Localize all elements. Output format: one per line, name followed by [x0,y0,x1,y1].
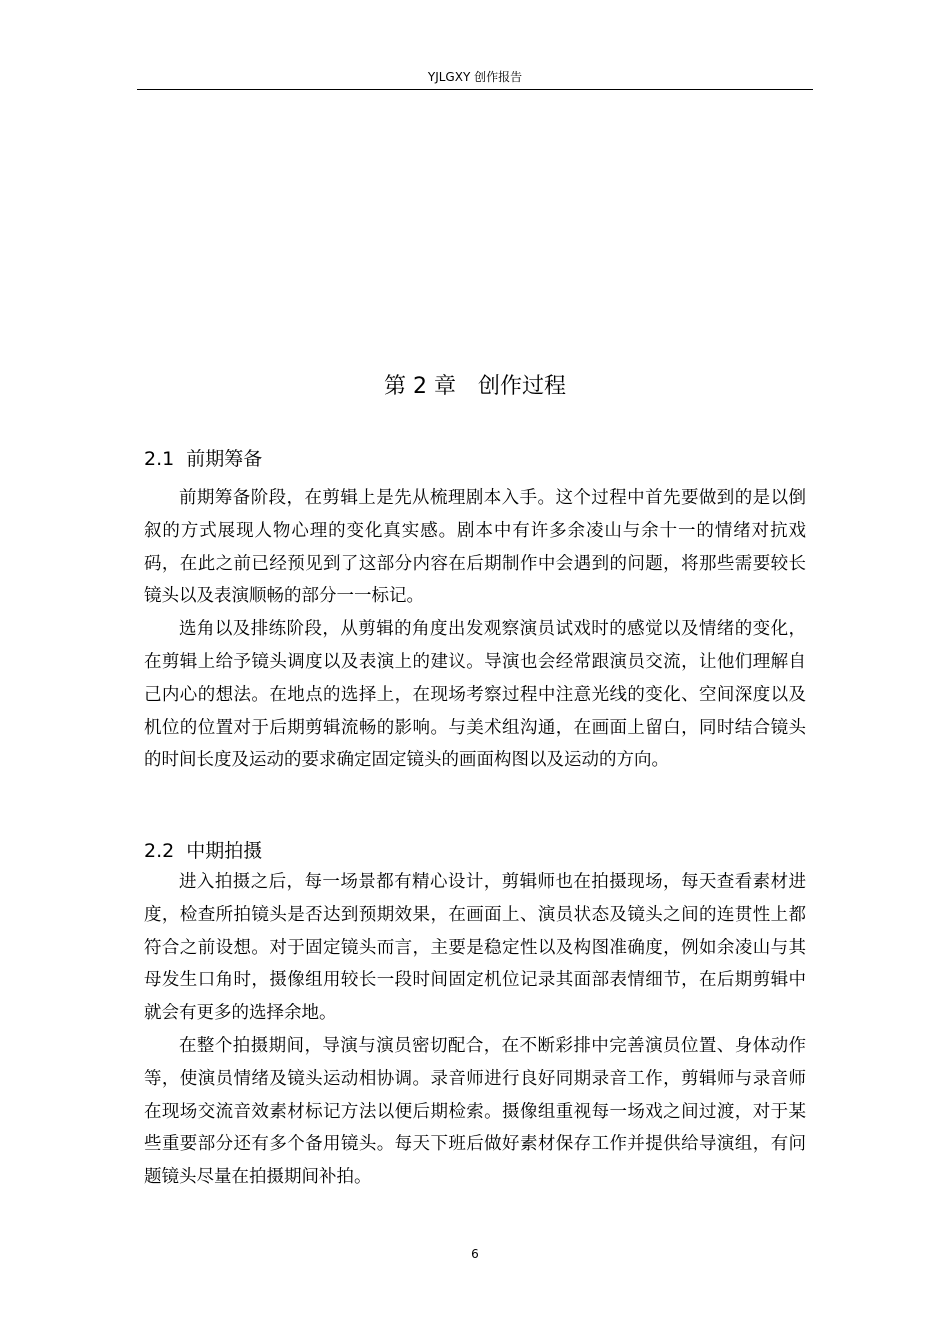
chapter-title: 第 2 章 创作过程 [384,374,566,399]
paragraph: 进入拍摄之后，每一场景都有精心设计，剪辑师也在拍摄现场，每天查看素材进度，检查所拍镜头是否达到预期效果，在画面上、演员状态及镜头之间的连贯性上都符合之前设想。对于固定镜头而言，主要是稳定性以及构图准确度，例如余凌山与其母发生口角时，摄像组用较长一段时间固定机位记录其面部表情细节，在后期剪辑中就会有更多的选择余地。 [144,872,806,1024]
paragraph: 前期筹备阶段，在剪辑上是先从梳理剧本入手。这个过程中首先要做到的是以倒叙的方式展现人物心理的变化真实感。剧本中有许多余凌山与余十一的情绪对抗戏码，在此之前已经预见到了这部分内容在后期制作中会遇到的问题，将那些需要较长镜头以及表演顺畅的部分一一标记。 [144,488,806,607]
paragraph: 选角以及排练阶段，从剪辑的角度出发观察演员试戏时的感觉以及情绪的变化，在剪辑上给予镜头调度以及表演上的建议。导演也会经常跟演员交流，让他们理解自己内心的想法。在地点的选择上，在现场考察过程中注意光线的变化、空间深度以及机位的位置对于后期剪辑流畅的影响。与美术组沟通，在画面上留白，同时结合镜头的时间长度及运动的要求确定固定镜头的画面构图以及运动的方向。 [144,619,806,771]
page-number: 6 [471,1247,479,1261]
section-body-2-1 [144,482,806,777]
running-header: YJLGXY 创作报告 [427,70,523,84]
header-rule [137,89,813,90]
section-heading-2-2: 2.2 中期拍摄 [144,840,263,862]
paragraph: 在整个拍摄期间，导演与演员密切配合，在不断彩排中完善演员位置、身体动作等，使演员情绪及镜头运动相协调。录音师进行良好同期录音工作，剪辑师与录音师在现场交流音效素材标记方法以便后期检索。摄像组重视每一场戏之间过渡，对于某些重要部分还有多个备用镜头。每天下班后做好素材保存工作并提供给导演组，有问题镜头尽量在拍摄期间补拍。 [144,1035,806,1188]
section-heading-2-1: 2.1 前期筹备 [144,448,263,470]
section-body-2-2 [144,866,806,1194]
